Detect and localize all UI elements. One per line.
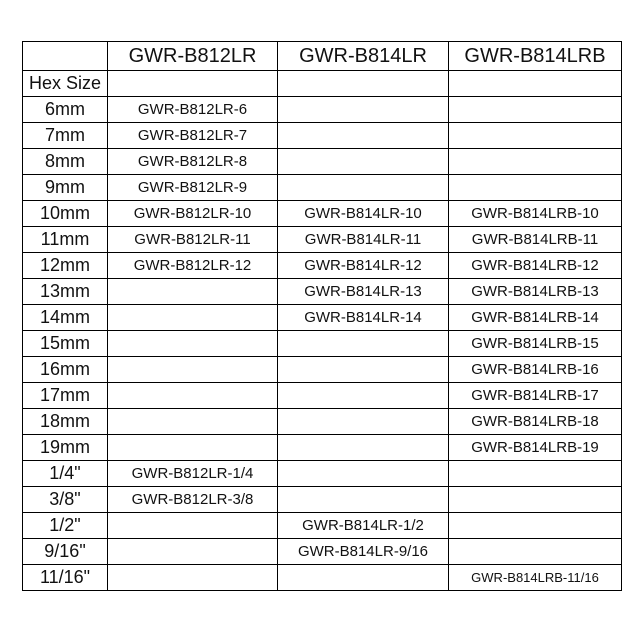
size-cell: 19mm [23,435,108,461]
table-row [23,487,622,513]
gwr-b814lrb-cell: GWR-B814LRB-19 [449,435,622,461]
gwr-b814lr-cell [278,357,449,383]
size-cell: 12mm [23,253,108,279]
table-row [23,565,622,591]
gwr-b812lr-cell: GWR-B812LR-9 [108,175,278,201]
gwr-b814lrb-cell [449,149,622,175]
gwr-b812lr-cell [108,409,278,435]
table-row [23,539,622,565]
table-row [23,461,622,487]
header-gwr-b814lr: GWR-B814LR [278,42,449,71]
size-cell: 14mm [23,305,108,331]
gwr-b814lrb-cell [449,123,622,149]
gwr-b814lrb-cell: GWR-B814LRB-12 [449,253,622,279]
gwr-b812lr-cell [108,513,278,539]
size-cell: 16mm [23,357,108,383]
gwr-b814lr-cell [278,383,449,409]
gwr-b814lrb-cell [449,71,622,97]
gwr-b814lr-cell: GWR-B814LR-10 [278,201,449,227]
size-cell: 9/16" [23,539,108,565]
size-cell: 8mm [23,149,108,175]
size-cell: 13mm [23,279,108,305]
size-cell: 1/4" [23,461,108,487]
gwr-b814lrb-cell: GWR-B814LRB-11 [449,227,622,253]
gwr-b814lrb-cell: GWR-B814LRB-11/16 [449,565,622,591]
gwr-b812lr-cell [108,331,278,357]
table-row [23,175,622,201]
size-cell: 18mm [23,409,108,435]
table-row [23,305,622,331]
gwr-b814lr-cell: GWR-B814LR-9/16 [278,539,449,565]
table-row [23,435,622,461]
gwr-b812lr-cell: GWR-B812LR-1/4 [108,461,278,487]
gwr-b814lrb-cell: GWR-B814LRB-10 [449,201,622,227]
gwr-b812lr-cell [108,539,278,565]
gwr-b812lr-cell: GWR-B812LR-10 [108,201,278,227]
size-cell: 1/2" [23,513,108,539]
table-row [23,97,622,123]
size-chart-table [22,41,622,591]
gwr-b812lr-cell: GWR-B812LR-11 [108,227,278,253]
size-cell: 11mm [23,227,108,253]
gwr-b814lrb-cell: GWR-B814LRB-13 [449,279,622,305]
gwr-b812lr-cell: GWR-B812LR-8 [108,149,278,175]
gwr-b812lr-cell: GWR-B812LR-7 [108,123,278,149]
gwr-b814lr-cell [278,487,449,513]
size-cell: 6mm [23,97,108,123]
gwr-b814lr-cell [278,461,449,487]
gwr-b812lr-cell [108,357,278,383]
gwr-b814lrb-cell [449,97,622,123]
size-chart-body [23,42,622,591]
size-cell: 17mm [23,383,108,409]
table-row [23,513,622,539]
size-cell: 10mm [23,201,108,227]
table-row [23,201,622,227]
gwr-b814lr-cell: GWR-B814LR-1/2 [278,513,449,539]
gwr-b814lrb-cell: GWR-B814LRB-14 [449,305,622,331]
gwr-b814lrb-cell [449,487,622,513]
table-row [23,123,622,149]
gwr-b814lrb-cell: GWR-B814LRB-17 [449,383,622,409]
gwr-b814lr-cell: GWR-B814LR-13 [278,279,449,305]
table-row [23,331,622,357]
table-row [23,357,622,383]
gwr-b812lr-cell: GWR-B812LR-6 [108,97,278,123]
gwr-b814lr-cell [278,175,449,201]
table-row [23,279,622,305]
gwr-b812lr-cell [108,383,278,409]
gwr-b812lr-cell [108,565,278,591]
table-row [23,383,622,409]
size-cell: 7mm [23,123,108,149]
gwr-b814lr-cell [278,71,449,97]
gwr-b814lr-cell: GWR-B814LR-11 [278,227,449,253]
gwr-b814lrb-cell [449,461,622,487]
gwr-b814lr-cell [278,97,449,123]
gwr-b814lrb-cell: GWR-B814LRB-15 [449,331,622,357]
gwr-b814lr-cell [278,331,449,357]
table-row [23,409,622,435]
header-gwr-b812lr: GWR-B812LR [108,42,278,71]
gwr-b812lr-cell [108,71,278,97]
gwr-b814lrb-cell [449,513,622,539]
gwr-b812lr-cell [108,305,278,331]
gwr-b814lrb-cell: GWR-B814LRB-18 [449,409,622,435]
gwr-b814lr-cell [278,409,449,435]
gwr-b814lrb-cell: GWR-B814LRB-16 [449,357,622,383]
size-cell: 15mm [23,331,108,357]
gwr-b812lr-cell [108,435,278,461]
gwr-b812lr-cell [108,279,278,305]
header-row [23,42,622,71]
gwr-b814lr-cell [278,435,449,461]
hex-size-row [23,71,622,97]
size-cell: 9mm [23,175,108,201]
table-row [23,253,622,279]
size-cell: 11/16" [23,565,108,591]
table-row [23,227,622,253]
gwr-b814lr-cell [278,149,449,175]
gwr-b814lrb-cell [449,539,622,565]
size-cell: 3/8" [23,487,108,513]
gwr-b814lr-cell [278,565,449,591]
table-row [23,149,622,175]
gwr-b812lr-cell: GWR-B812LR-3/8 [108,487,278,513]
gwr-b814lr-cell [278,123,449,149]
gwr-b814lr-cell: GWR-B814LR-12 [278,253,449,279]
size-cell: Hex Size [23,71,108,97]
header-corner [23,42,108,71]
gwr-b814lrb-cell [449,175,622,201]
header-gwr-b814lrb: GWR-B814LRB [449,42,622,71]
gwr-b814lr-cell: GWR-B814LR-14 [278,305,449,331]
gwr-b812lr-cell: GWR-B812LR-12 [108,253,278,279]
